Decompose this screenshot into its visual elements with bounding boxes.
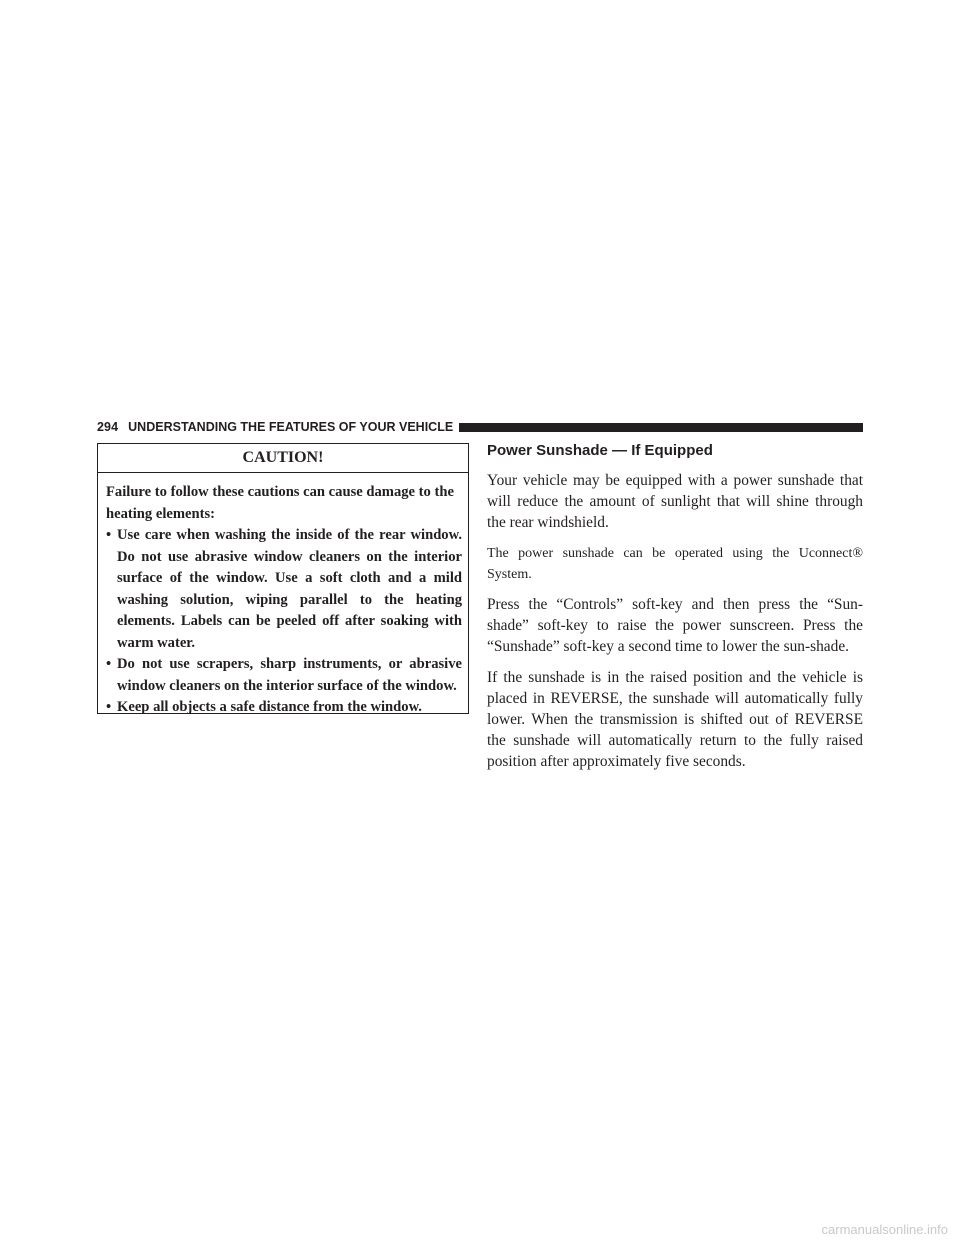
caution-box [97, 443, 469, 714]
paragraph-intro: Your vehicle may be equipped with a power sunshade that will reduce the amount of sunlight that will shine through the rear windshield. [487, 472, 863, 532]
watermark: carmanualsonline.info [821, 1222, 948, 1237]
bullet-icon: • [106, 656, 112, 672]
content-column [487, 441, 863, 782]
section-heading: Power Sunshade — If Equipped [487, 442, 713, 459]
section-title: UNDERSTANDING THE FEATURES OF YOUR VEHICLE [128, 420, 454, 434]
caution-bullet-text: Do not use scrapers, sharp instruments, or abrasive window cleaners on the interior surface of the window. [117, 656, 462, 694]
caution-bullet-text: Keep all objects a safe distance from the window. [117, 699, 422, 715]
bullet-icon: • [106, 527, 112, 543]
bullet-icon: • [106, 699, 112, 715]
caution-intro: Failure to follow these cautions can cause damage to the heating elements: [106, 484, 454, 522]
caution-bullet [106, 525, 462, 654]
caution-bullet [106, 654, 462, 697]
page-header [97, 418, 863, 436]
caution-title: CAUTION! [98, 444, 468, 473]
page-number: 294 [97, 420, 119, 434]
paragraph-controls: Press the “Controls” soft-key and then press the “Sun-shade” soft-key to raise the power sunscreen. Press the “Sunshade” soft-key a second time to lower the sun-shade. [487, 596, 863, 656]
caution-body [98, 473, 468, 719]
paragraph-uconnect: The power sunshade can be operated using the Uconnect® System. [487, 545, 863, 582]
caution-bullet [106, 697, 462, 719]
caution-bullet-text: Use care when washing the inside of the rear window. Do not use abrasive window cleaners on the interior surface of the window. Use a soft cloth and a mild washing solution, wiping parallel to the heating elements. Labels can be peeled off after soaking with warm water. [117, 527, 462, 651]
header-rule [459, 423, 863, 432]
paragraph-reverse: If the sunshade is in the raised position and the vehicle is placed in REVERSE, the sunshade will automatically fully lower. When the transmission is shifted out of REVERSE the sunshade will automatically return to the fully raised position after approximately five seconds. [487, 668, 863, 771]
